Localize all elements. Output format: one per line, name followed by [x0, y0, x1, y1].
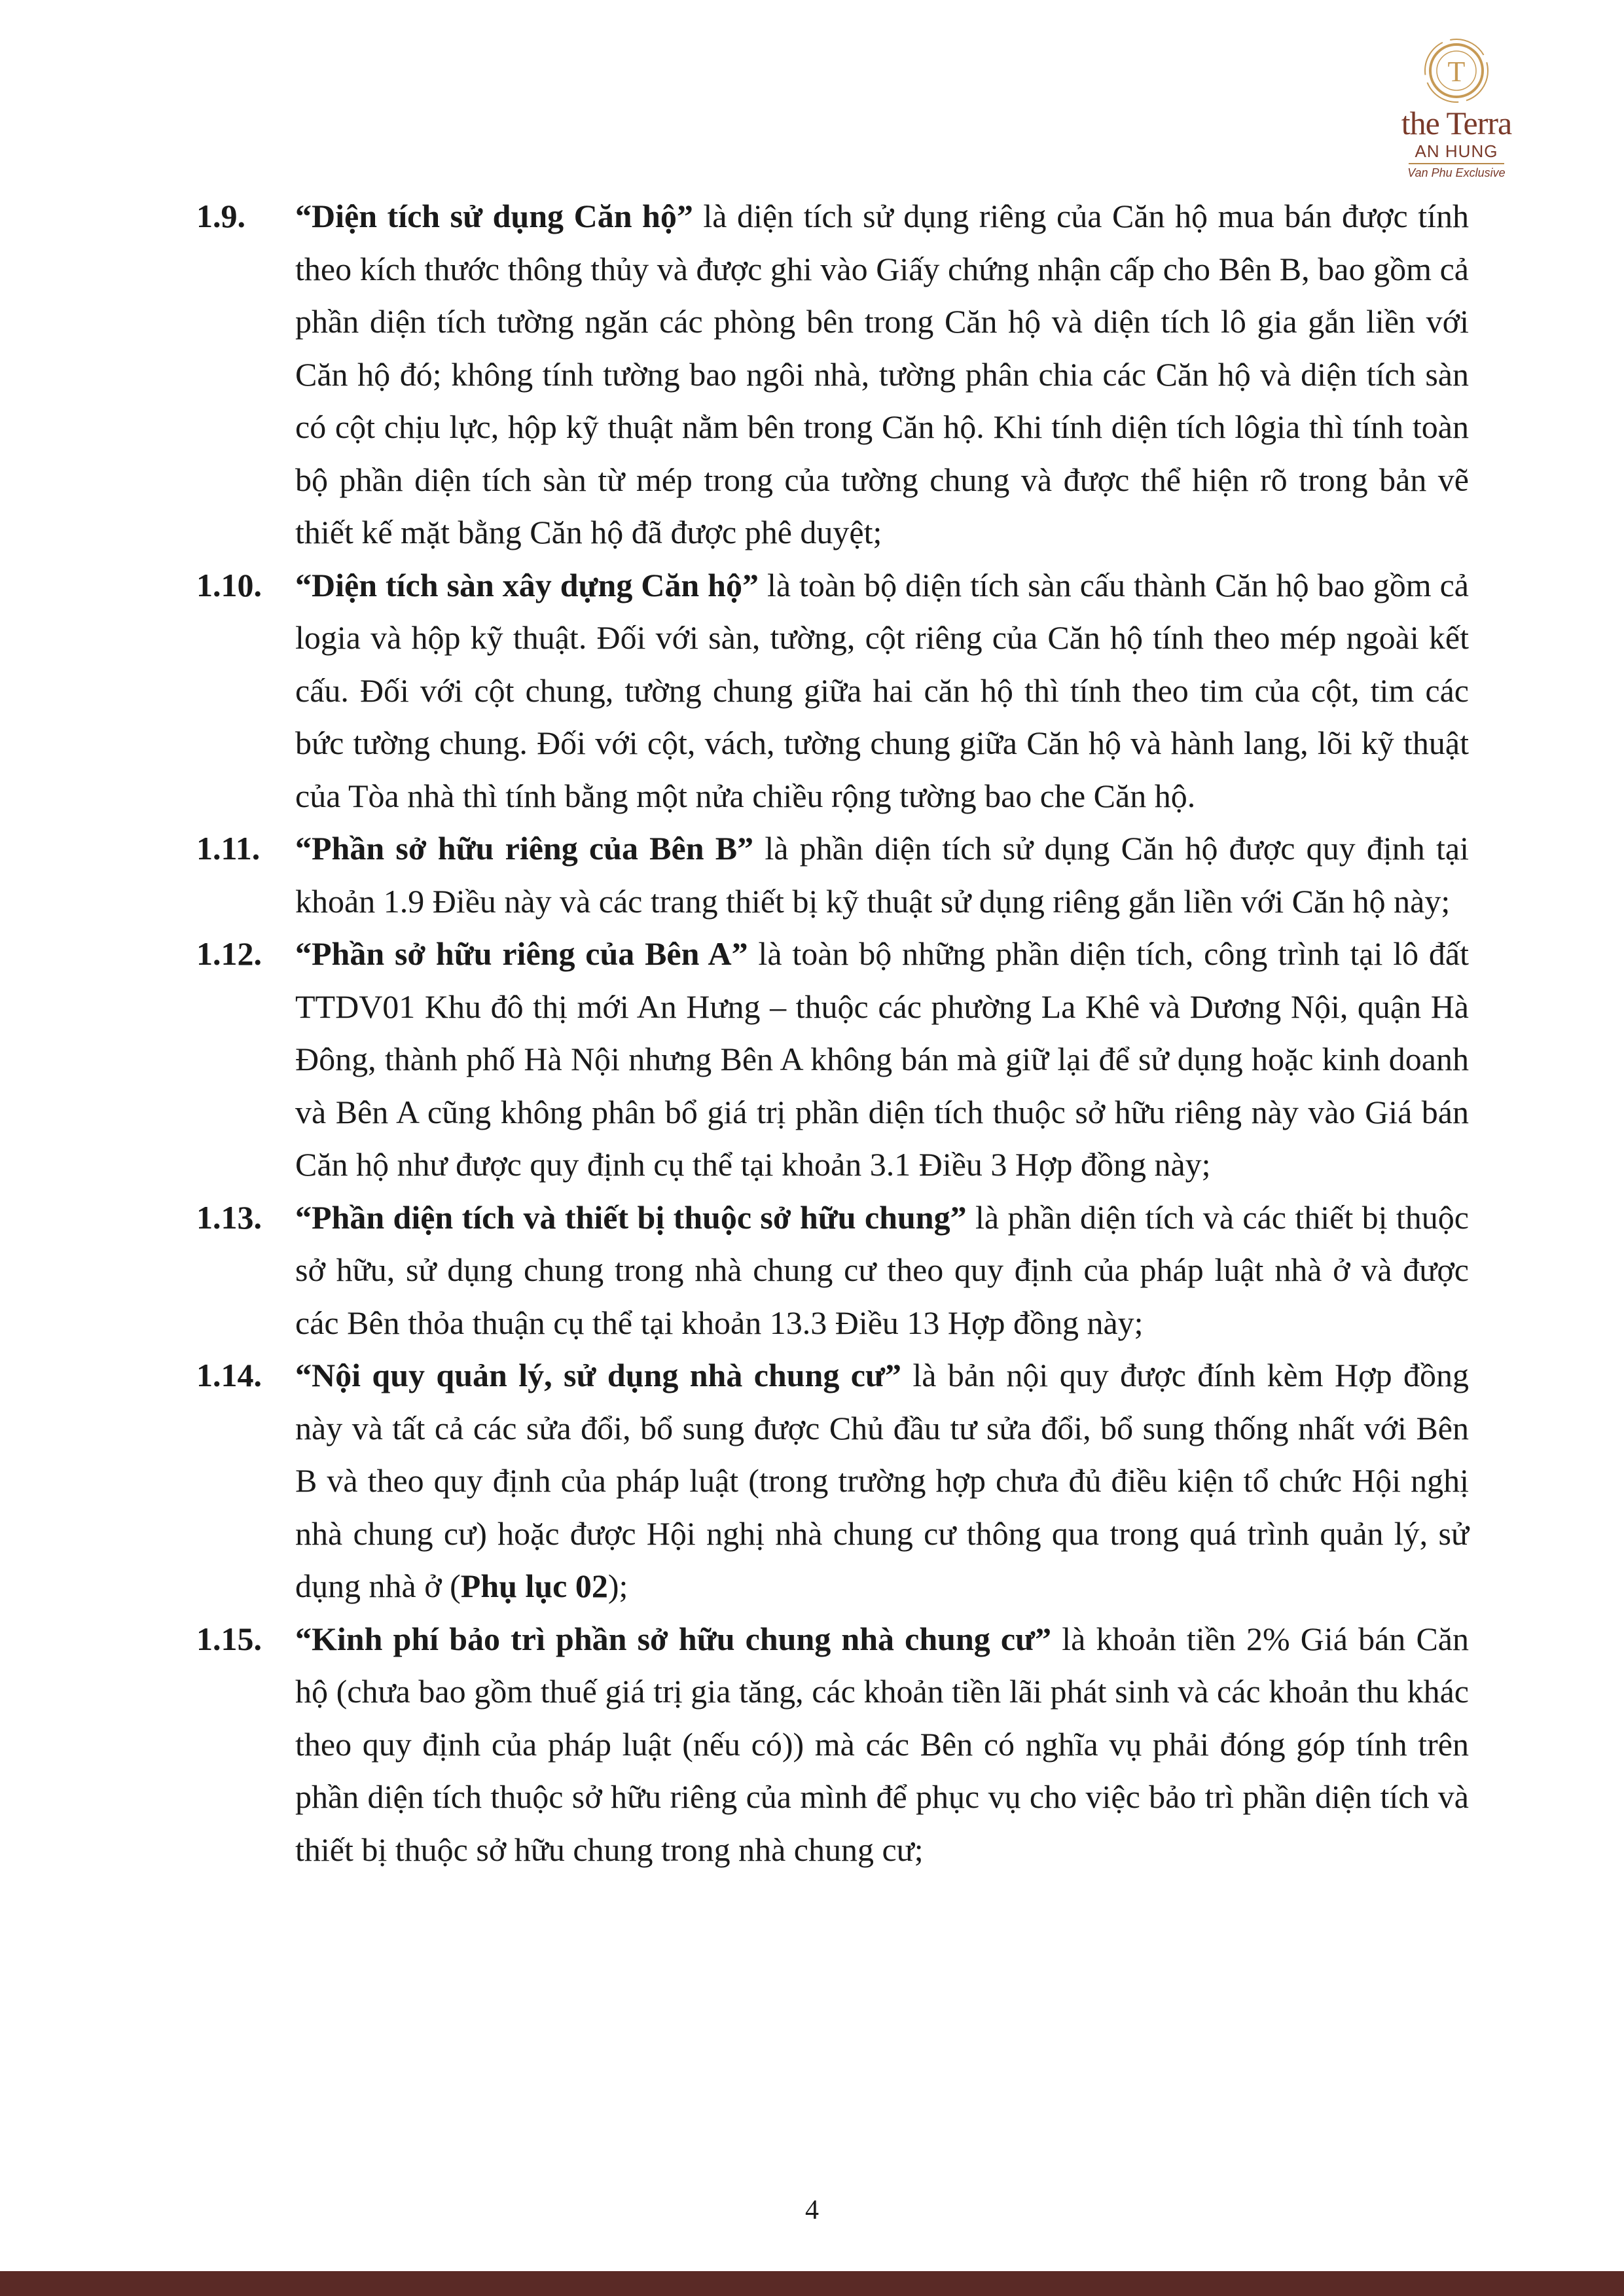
logo-divider	[1409, 163, 1504, 164]
item-number: 1.10.	[196, 566, 262, 603]
logo-brand: the Terra	[1401, 105, 1512, 141]
logo-tagline: Van Phu Exclusive	[1407, 166, 1506, 179]
definition-item-1-12	[196, 927, 1469, 1191]
logo-letter: T	[1447, 56, 1466, 88]
appendix-reference: Phụ lục 02	[460, 1568, 608, 1604]
item-text: là khoản tiền 2% Giá bán Căn hộ (chưa bao gồm thuế giá trị gia tăng, các khoản tiền lãi phát sinh và các khoản thu khác theo quy định của pháp luật (nếu có)) mà các Bên có nghĩa vụ phải đóng góp tính trên phần diện tích thuộc sở hữu riêng của mình để phục vụ cho việc bảo trì phần diện tích và thiết bị thuộc sở hữu chung trong nhà chung cư;	[295, 1620, 1469, 1868]
definition-item-1-9	[196, 190, 1469, 559]
item-body	[295, 822, 1469, 927]
terra-logo	[1375, 34, 1538, 186]
definitions-list	[196, 190, 1469, 1876]
item-text: là toàn bộ những phần diện tích, công trình tại lô đất TTDV01 Khu đô thị mới An Hưng – thuộc các phường La Khê và Dương Nội, quận Hà Đông, thành phố Hà Nội nhưng Bên A không bán mà giữ lại để sử dụng hoặc kinh doanh và Bên A cũng không phân bổ giá trị phần diện tích thuộc sở hữu riêng này vào Giá bán Căn hộ như được quy định cụ thể tại khoản 3.1 Điều 3 Hợp đồng này;	[295, 935, 1469, 1183]
item-number: 1.13.	[196, 1198, 262, 1236]
definition-item-1-13	[196, 1191, 1469, 1350]
definition-item-1-10	[196, 559, 1469, 823]
item-number: 1.14.	[196, 1357, 262, 1393]
item-body	[295, 1191, 1469, 1350]
footer-bar	[0, 2271, 1624, 2296]
item-text-tail: );	[607, 1568, 628, 1604]
item-text: là toàn bộ diện tích sàn cấu thành Căn hộ bao gồm cả logia và hộp kỹ thuật. Đối với sàn, tường, cột riêng của Căn hộ tính theo mép ngoài kết cấu. Đối với cột chung, tường chung giữa hai căn hộ thì tính theo tim của cột, tim các bức tường chung. Đối với cột, vách, tường chung giữa Căn hộ và hành lang, lõi kỹ thuật của Tòa nhà thì tính bằng một nửa chiều rộng tường bao che Căn hộ.	[295, 566, 1470, 814]
item-text: là phần diện tích và các thiết bị thuộc sở hữu, sử dụng chung trong nhà chung cư theo quy định của pháp luật nhà ở và được các Bên thỏa thuận cụ thể tại khoản 13.3 Điều 13 Hợp đồng này;	[295, 1198, 1469, 1341]
definition-item-1-15	[196, 1613, 1469, 1876]
definition-item-1-11	[196, 822, 1469, 927]
item-term: “Phần sở hữu riêng của Bên A”	[295, 935, 748, 972]
item-term: “Phần sở hữu riêng của Bên B”	[295, 830, 754, 867]
item-term: “Diện tích sàn xây dựng Căn hộ”	[295, 566, 759, 603]
item-body	[295, 1349, 1469, 1613]
item-term: “Kinh phí bảo trì phần sở hữu chung nhà chung cư”	[295, 1620, 1052, 1657]
item-number: 1.15.	[196, 1620, 262, 1657]
logo-subtitle: AN HUNG	[1415, 141, 1498, 161]
definition-item-1-14	[196, 1349, 1469, 1613]
item-term: “Diện tích sử dụng Căn hộ”	[295, 198, 693, 234]
item-term: “Nội quy quản lý, sử dụng nhà chung cư”	[295, 1357, 901, 1393]
item-body	[295, 190, 1469, 559]
item-number: 1.12.	[196, 935, 262, 972]
item-text: là diện tích sử dụng riêng của Căn hộ mua bán được tính theo kích thước thông thủy và được ghi vào Giấy chứng nhận cấp cho Bên B, bao gồm cả phần diện tích tường ngăn các phòng bên trong Căn hộ và diện tích lô gia gắn liền với Căn hộ đó; không tính tường bao ngôi nhà, tường phân chia các Căn hộ và diện tích sàn có cột chịu lực, hộp kỹ thuật nằm bên trong Căn hộ. Khi tính diện tích lôgia thì tính toàn bộ phần diện tích sàn từ mép trong của tường chung và được thể hiện rõ trong bản vẽ thiết kế mặt bằng Căn hộ đã được phê duyệt;	[295, 198, 1469, 550]
item-body	[295, 559, 1469, 823]
item-number: 1.11.	[196, 830, 261, 867]
logo-ring-icon	[1375, 34, 1538, 106]
item-body	[295, 1613, 1469, 1876]
item-body	[295, 927, 1469, 1191]
item-term: “Phần diện tích và thiết bị thuộc sở hữu chung”	[295, 1198, 967, 1236]
page-number: 4	[805, 2195, 819, 2225]
item-text: là phần diện tích sử dụng Căn hộ được quy định tại khoản 1.9 Điều này và các trang thiết bị kỹ thuật sử dụng riêng gắn liền với Căn hộ này;	[295, 830, 1469, 920]
item-number: 1.9.	[196, 198, 245, 234]
item-text: là bản nội quy được đính kèm Hợp đồng này và tất cả các sửa đổi, bổ sung được Chủ đầu tư sửa đổi, bổ sung thống nhất với Bên B và theo quy định của pháp luật (trong trường hợp chưa đủ điều kiện tổ chức Hội nghị nhà chung cư) hoặc được Hội nghị nhà chung cư thông qua trong quá trình quản lý, sử dụng nhà ở (	[295, 1357, 1469, 1604]
